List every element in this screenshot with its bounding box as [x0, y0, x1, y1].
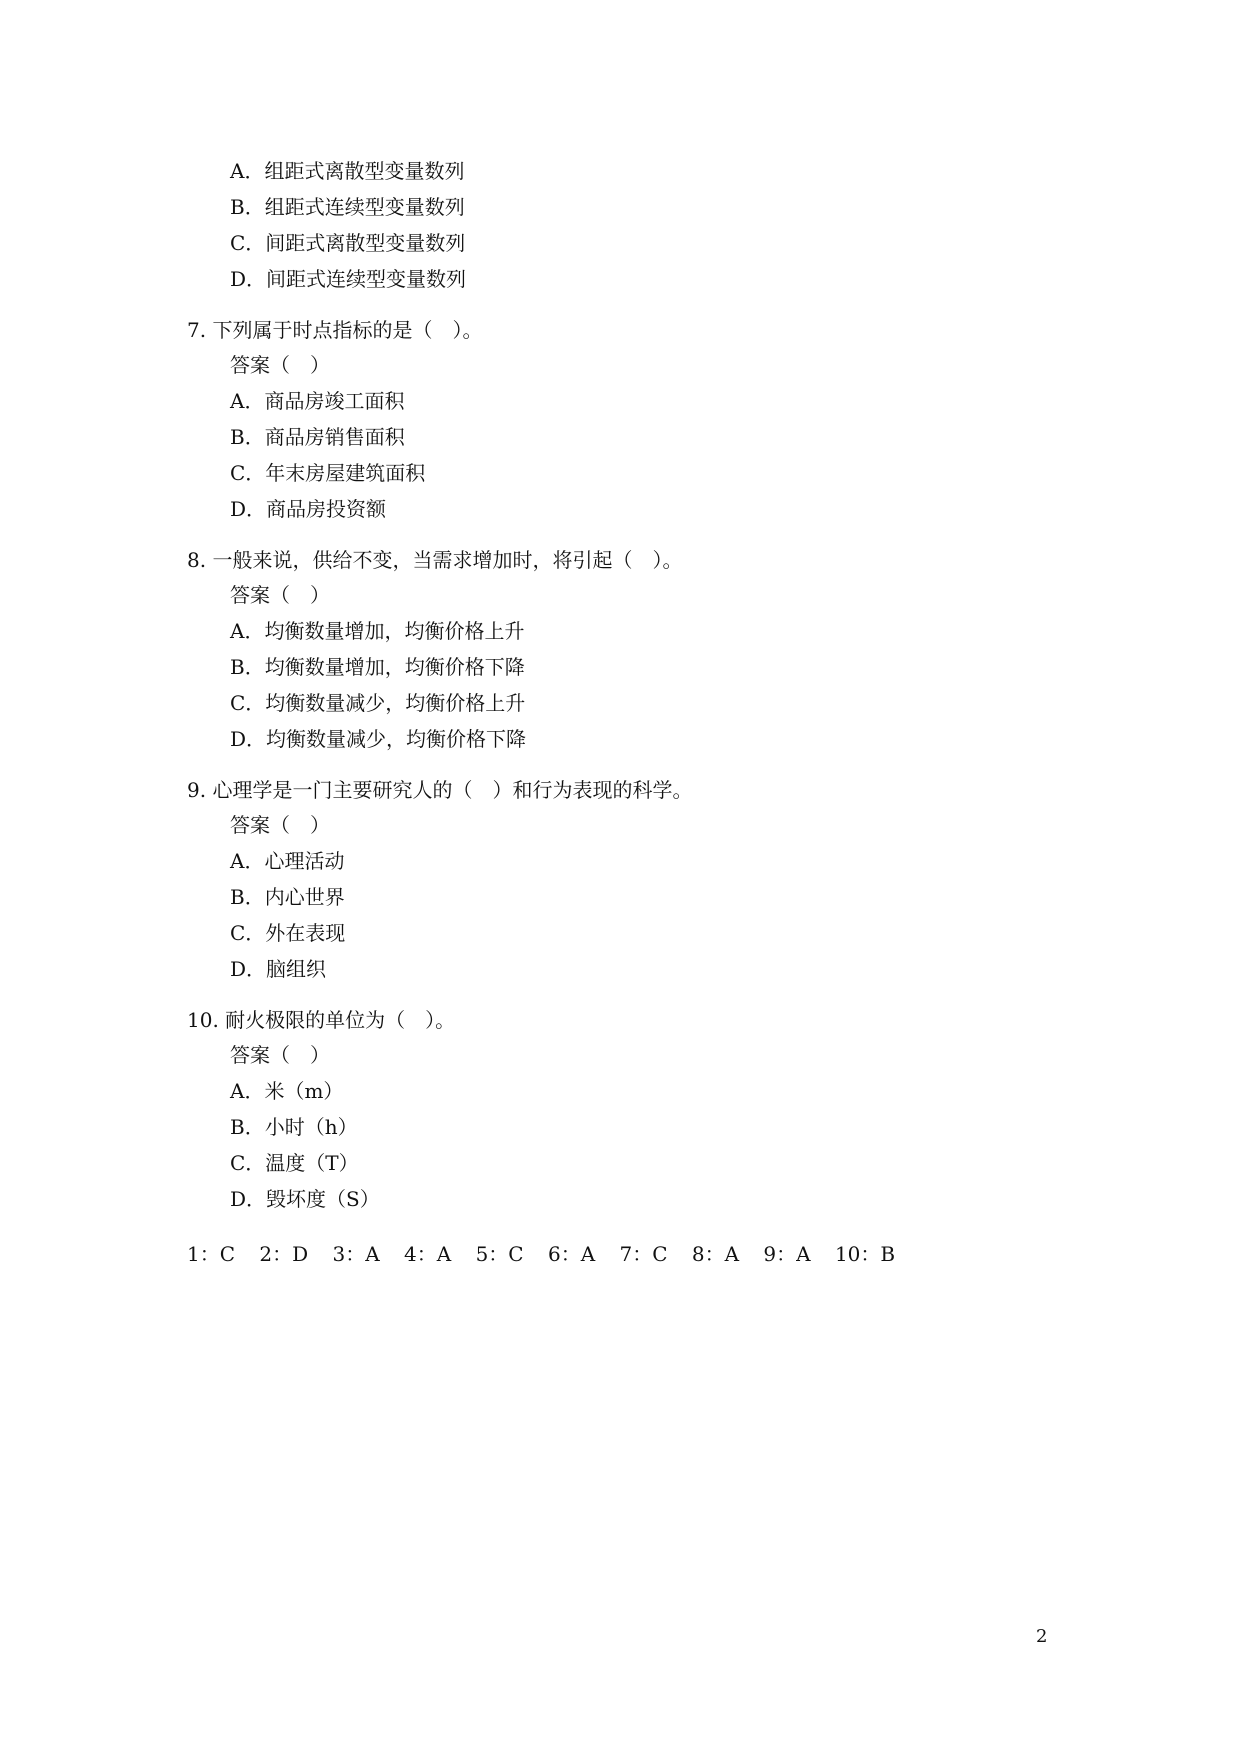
answer-key-item: 10：B — [834, 1242, 896, 1266]
option-b: B．商品房销售面积 — [230, 425, 405, 449]
option-a: A．米（m） — [230, 1079, 344, 1103]
answer-key — [187, 1242, 913, 1266]
question-number: 8. — [187, 548, 207, 572]
option-c: C．温度（T） — [230, 1151, 359, 1175]
option-a: A．心理活动 — [230, 849, 345, 873]
question-text: 心理学是一门主要研究人的（ ）和行为表现的科学。 — [212, 778, 693, 802]
option-a: A．组距式离散型变量数列 — [230, 159, 465, 183]
question-text: 一般来说，供给不变，当需求增加时，将引起（ ）。 — [212, 548, 683, 572]
answer-key-item: 2：D — [259, 1242, 309, 1266]
option-a: A．商品房竣工面积 — [230, 389, 405, 413]
question-9 — [187, 778, 692, 802]
option-c: C．间距式离散型变量数列 — [230, 231, 466, 255]
page-number: 2 — [1036, 1626, 1048, 1647]
option-b: B．均衡数量增加，均衡价格下降 — [230, 655, 525, 679]
answer-label: 答案（ ） — [230, 353, 330, 377]
answer-key-item: 6：A — [547, 1242, 596, 1266]
answer-key-item: 1：C — [187, 1242, 236, 1266]
option-c: C．年末房屋建筑面积 — [230, 461, 426, 485]
question-7 — [187, 318, 482, 342]
answer-key-item: 5：C — [475, 1242, 524, 1266]
question-number: 7. — [187, 318, 207, 342]
question-number: 10. — [187, 1008, 219, 1032]
question-text: 下列属于时点指标的是（ ）。 — [212, 318, 483, 342]
question-8 — [187, 548, 682, 572]
option-c: C．外在表现 — [230, 921, 346, 945]
answer-key-item: 7：C — [619, 1242, 668, 1266]
answer-label: 答案（ ） — [230, 813, 330, 837]
option-b: B．内心世界 — [230, 885, 345, 909]
answer-key-item: 3：A — [332, 1242, 380, 1266]
option-d: D．脑组织 — [230, 957, 327, 981]
answer-label: 答案（ ） — [230, 1043, 330, 1067]
option-c: C．均衡数量减少，均衡价格上升 — [230, 691, 526, 715]
option-d: D．毁坏度（S） — [230, 1187, 380, 1211]
answer-key-item: 8：A — [691, 1242, 740, 1266]
question-number: 9. — [187, 778, 207, 802]
question-10 — [187, 1008, 455, 1032]
option-d: D．间距式连续型变量数列 — [230, 267, 467, 291]
option-a: A．均衡数量增加，均衡价格上升 — [230, 619, 525, 643]
option-d: D．商品房投资额 — [230, 497, 387, 521]
answer-key-item: 4：A — [404, 1242, 452, 1266]
answer-key-item: 9：A — [763, 1242, 811, 1266]
option-b: B．小时（h） — [230, 1115, 358, 1139]
answer-label: 答案（ ） — [230, 583, 330, 607]
option-d: D．均衡数量减少，均衡价格下降 — [230, 727, 527, 751]
question-text: 耐火极限的单位为（ ）。 — [225, 1008, 456, 1032]
option-b: B．组距式连续型变量数列 — [230, 195, 465, 219]
